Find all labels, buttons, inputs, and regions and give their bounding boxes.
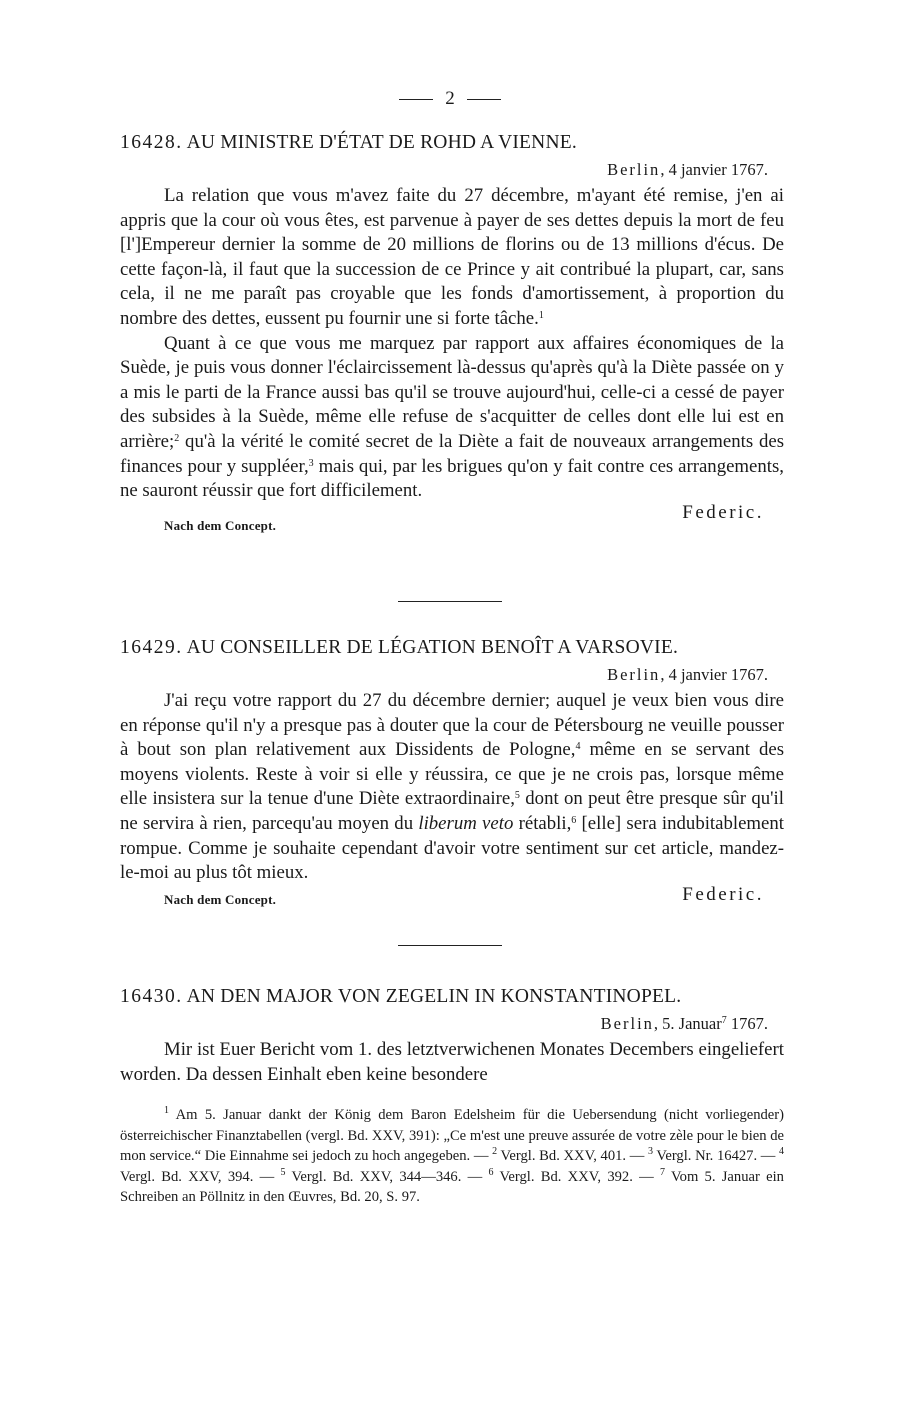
letter-16428 — [120, 132, 784, 533]
footnote-number: 7 — [659, 1166, 665, 1178]
paragraph — [120, 184, 784, 332]
section-divider — [398, 601, 502, 602]
footnote-number: 1 — [164, 1105, 169, 1116]
footnote-text: Vergl. Nr. 16427. — — [656, 1148, 776, 1165]
letter-place: Berlin — [600, 1014, 654, 1033]
paragraph — [120, 1038, 784, 1087]
letter-date: , 4 janvier 1767. — [660, 665, 768, 684]
letter-heading — [120, 986, 784, 1008]
letter-dateline — [120, 160, 784, 180]
paragraph-text: Mir ist Euer Bericht vom 1. des letztverwichenen Monates Decembers eingeliefert worden. Da dessen Einhalt eben keine besondere — [120, 1039, 784, 1085]
page-number-line — [0, 88, 900, 110]
letter-body — [120, 689, 784, 886]
footnote-mark: 2 — [174, 432, 180, 444]
footnote-number: 4 — [779, 1146, 785, 1158]
letter-title: AU MINISTRE D'ÉTAT DE ROHD A VIENNE. — [186, 132, 577, 153]
footnote-mark: 3 — [308, 457, 314, 469]
letter-closing — [120, 500, 784, 533]
paragraph — [120, 689, 784, 886]
footnote-text: Vergl. Bd. XXV, 344—346. — — [291, 1168, 483, 1185]
paragraph — [120, 332, 784, 504]
letter-16429 — [120, 637, 784, 914]
paragraph-text: [elle] sera indubitablement rompue. Comme je souhaite cependant d'avoir votre sentiment sur cet article, mandez-le-moi au plus tôt mieux. — [120, 812, 784, 884]
paragraph-text: dont on peut être presque sûr qu'il ne servira à rien, parcequ'au moyen du — [120, 788, 784, 834]
footnote-text: Vergl. Bd. XXV, 401. — — [500, 1148, 645, 1165]
letter-year: 1767. — [726, 1014, 768, 1033]
section-divider — [398, 945, 502, 946]
footnote-number: 3 — [648, 1146, 654, 1158]
page-number-rule-right — [467, 99, 501, 100]
italic-term: liberum veto — [418, 812, 514, 834]
letter-title: AU CONSEILLER DE LÉGATION BENOÎT A VARSOVIE. — [186, 637, 679, 658]
signature: Federic. — [682, 501, 764, 523]
footnote-mark: 1 — [538, 309, 544, 321]
paragraph-text: Quant à ce que vous me marquez par rapport aux affaires économiques de la Suède, je puis vous donner l'éclaircissement là-dessus qu'après qu'à la Diète passée on y a mis le parti de la France aussi bas qu'il se trouve aujourd'hui, celle-ci a cessé de payer des subsides à la Suède, même elle refuse de s'acquitter de celles dont elle lui est en arrière; — [120, 332, 784, 452]
footnote-block — [120, 1105, 784, 1208]
letter-date: , 5. Januar — [653, 1014, 722, 1033]
letter-place: Berlin — [607, 160, 661, 179]
source-note: Nach dem Concept. — [164, 517, 277, 533]
page-number-rule-left — [399, 99, 433, 100]
footnote-number: 2 — [492, 1146, 498, 1158]
footnote-mark: 4 — [575, 741, 581, 753]
signature: Federic. — [682, 883, 764, 905]
footnote-text: Vom 5. Januar ein Schreiben an Pöllnitz in den Œuvres, Bd. 20, S. 97. — [120, 1168, 784, 1206]
footnote-number: 6 — [488, 1166, 494, 1178]
letter-closing — [120, 884, 784, 914]
letter-title: AN DEN MAJOR VON ZEGELIN IN KONSTANTINOPEL. — [186, 986, 682, 1007]
paragraph-text: rétabli, — [518, 812, 572, 834]
paragraph-text: mais qui, par les brigues qu'on y fait contre ces arrangements, ne sauront réussir que fort difficilement. — [120, 455, 784, 502]
paragraph-text: J'ai reçu votre rapport du 27 du décembre dernier; auquel je veux bien vous dire en réponse qu'il n'y a presque pas à douter que la cour de Pétersbourg ne veuille pousser à bout son plan relativement aux Dissidents de Pologne, — [120, 690, 784, 761]
footnotes — [120, 1105, 784, 1208]
letter-number: 16429. — [120, 637, 183, 658]
source-note: Nach dem Concept. — [164, 891, 277, 907]
footnote-number: 5 — [280, 1166, 286, 1178]
letter-body — [120, 1038, 784, 1087]
letter-place: Berlin — [607, 665, 661, 684]
page-number: 2 — [445, 88, 455, 109]
paragraph-text: qu'à la vérité le comité secret de la Diète a fait de nouveaux arrangements des finances pour y suppléer, — [120, 430, 784, 477]
footnote-text: Vergl. Bd. XXV, 392. — — [499, 1168, 654, 1185]
letter-dateline — [120, 665, 784, 685]
letter-body — [120, 184, 784, 504]
letter-heading — [120, 637, 784, 659]
letter-date: , 4 janvier 1767. — [660, 160, 768, 179]
letter-dateline — [120, 1014, 784, 1034]
letter-number: 16428. — [120, 132, 183, 153]
paragraph-text: même en se servant des moyens violents. Reste à voir si elle y réussira, ce que je ne crois pas, lorsque même elle insistera sur la tenue d'une Diète extraordinaire, — [120, 739, 785, 810]
letter-heading — [120, 132, 784, 154]
paragraph-text: La relation que vous m'avez faite du 27 décembre, m'ayant été remise, j'en ai appris que la cour où vous êtes, est parvenue à payer de ses dettes depuis la mort de feu [l']Empereur dernier la somme de 20 millions de florins ou de 13 millions d'écus. De cette façon-là, il faut que la succession de ce Prince y ait contribué la plupart, car, sans cela, il ne me paraît pas croyable que les fonds d'amortissement, à proportion du nombre des dettes, eussent pu fournir une si forte tâche. — [120, 185, 784, 329]
footnote-mark: 6 — [571, 814, 577, 826]
letter-16430 — [120, 986, 784, 1087]
footnote-text: Am 5. Januar dankt der König dem Baron Edelsheim für die Uebersendung (nicht vorliegender) österreichischer Finanztabellen (vergl. Bd. XXV, 391): „Ce m'est une preuve assurée de votre zèle pour le bien de mon service.“ Die Einnahme sei jedoch zu hoch angegeben. — — [120, 1107, 785, 1165]
footnote-text: Vergl. Bd. XXV, 394. — — [120, 1168, 275, 1185]
footnote-mark: 5 — [514, 790, 520, 802]
footnote-mark: 7 — [721, 1015, 727, 1026]
letter-number: 16430. — [120, 986, 183, 1007]
